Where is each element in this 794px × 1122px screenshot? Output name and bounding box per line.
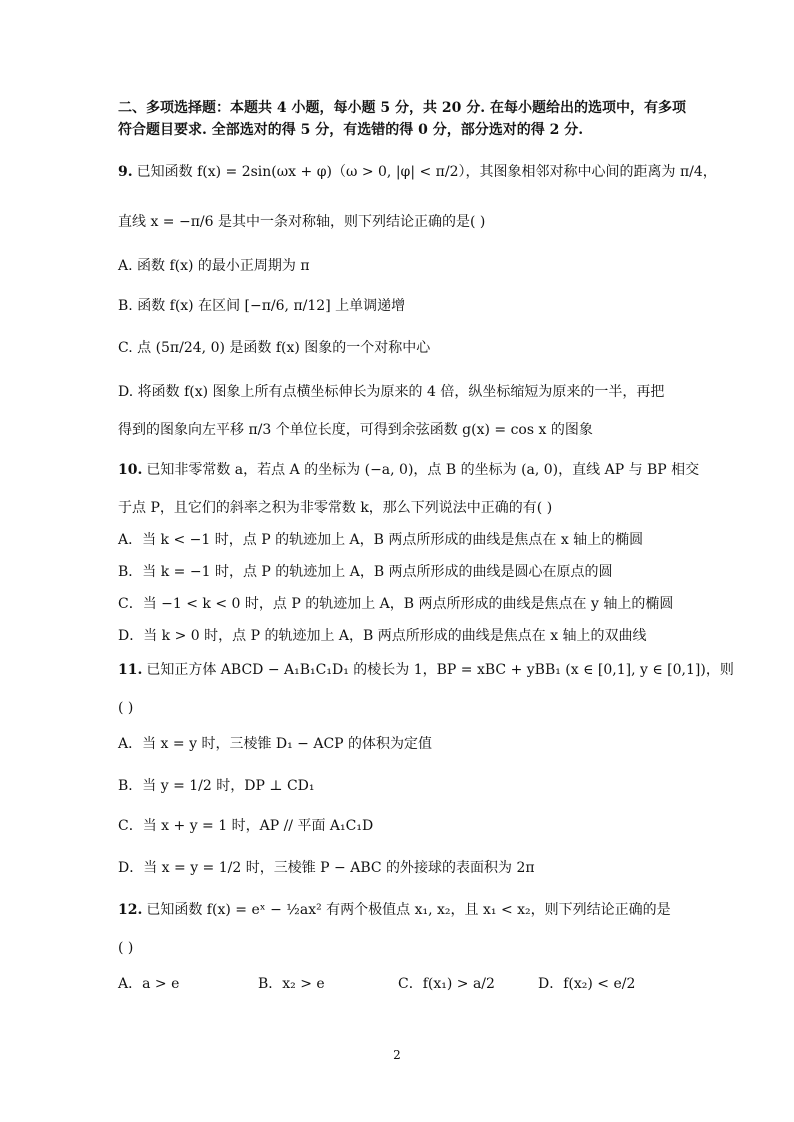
q9-option-c: C. 点 (5π/24, 0) 是函数 f(x) 图象的一个对称中心: [118, 340, 431, 356]
q11-option-d: D．当 x = y = 1/2 时，三棱锥 P − ABC 的外接球的表面积为 2π: [118, 860, 535, 876]
q10-option-a: A．当 k < −1 时，点 P 的轨迹加上 A，B 两点所形成的曲线是焦点在 x 轴上的椭圆: [118, 532, 644, 548]
q12-number: 12.: [118, 902, 143, 918]
q9-option-d-line-1: D. 将函数 f(x) 图象上所有点横坐标伸长为原来的 4 倍，纵坐标缩短为原来的一半，再把: [118, 384, 665, 400]
q10-option-d: D．当 k > 0 时，点 P 的轨迹加上 A，B 两点所形成的曲线是焦点在 x 轴上的双曲线: [118, 628, 647, 644]
q12-option-c: C．f(x₁) > a/2: [398, 976, 495, 992]
q9-stem-line-1: [118, 162, 717, 182]
q10-stem-text-1: 已知非零常数 a，若点 A 的坐标为 (−a, 0)，点 B 的坐标为 (a, 0)，直线 AP 与 BP 相交: [146, 462, 700, 478]
q9-number: 9.: [118, 164, 133, 180]
q12-option-b: B．x₂ > e: [258, 976, 325, 992]
q11-stem-text-1: 已知正方体 ABCD − A₁B₁C₁D₁ 的棱长为 1，BP = xBC + yBB₁ (x ∈ [0,1], y ∈ [0,1])，则: [146, 662, 734, 678]
q9-option-a: A. 函数 f(x) 的最小正周期为 π: [118, 258, 310, 274]
q12-stem-line-1: [118, 900, 678, 920]
q9-stem-text-1: 已知函数 f(x) = 2sin(ωx + φ)（ω > 0, |φ| < π/2），其图象相邻对称中心间的距离为 π/4，: [136, 164, 717, 180]
q10-option-b: B．当 k = −1 时，点 P 的轨迹加上 A，B 两点所形成的曲线是圆心在原点的圆: [118, 564, 613, 580]
q10-stem-line-1: [118, 460, 700, 480]
section-heading-line-2: 符合题目要求. 全部选对的得 5 分，有选错的得 0 分，部分选对的得 2 分.: [118, 122, 584, 138]
q11-number: 11.: [118, 662, 143, 678]
q11-stem-line-1: [118, 660, 734, 680]
q11-option-c: C．当 x + y = 1 时，AP // 平面 A₁C₁D: [118, 818, 374, 834]
q11-option-b: B．当 y = 1/2 时，DP ⊥ CD₁: [118, 778, 315, 794]
q11-stem-line-2: ( ): [118, 700, 134, 716]
q9-stem-line-2: 直线 x = −π/6 是其中一条对称轴，则下列结论正确的是( ): [118, 214, 486, 230]
q9-option-b: B. 函数 f(x) 在区间 [−π/6, π/12] 上单调递增: [118, 298, 406, 314]
q12-option-d: D．f(x₂) < e/2: [538, 976, 636, 992]
section-heading-line-1: 二、多项选择题：本题共 4 小题，每小题 5 分，共 20 分. 在每小题给出的选项中，有多项: [118, 100, 686, 116]
q10-stem-line-2: 于点 P，且它们的斜率之积为非零常数 k，那么下列说法中正确的有( ): [118, 500, 553, 516]
q9-option-d-line-2: 得到的图象向左平移 π/3 个单位长度，可得到余弦函数 g(x) = cos x 的图象: [118, 422, 593, 438]
q12-option-a: A．a > e: [118, 976, 180, 992]
page-number: 2: [393, 1048, 401, 1062]
q12-stem-text-1: 已知函数 f(x) = eˣ − ½ax² 有两个极值点 x₁, x₂，且 x₁ < x₂，则下列结论正确的是: [146, 902, 671, 918]
q10-option-c: C．当 −1 < k < 0 时，点 P 的轨迹加上 A，B 两点所形成的曲线是焦点在 y 轴上的椭圆: [118, 596, 674, 612]
q12-stem-line-2: ( ): [118, 940, 134, 956]
q10-number: 10.: [118, 462, 143, 478]
q11-option-a: A．当 x = y 时，三棱锥 D₁ − ACP 的体积为定值: [118, 736, 433, 752]
